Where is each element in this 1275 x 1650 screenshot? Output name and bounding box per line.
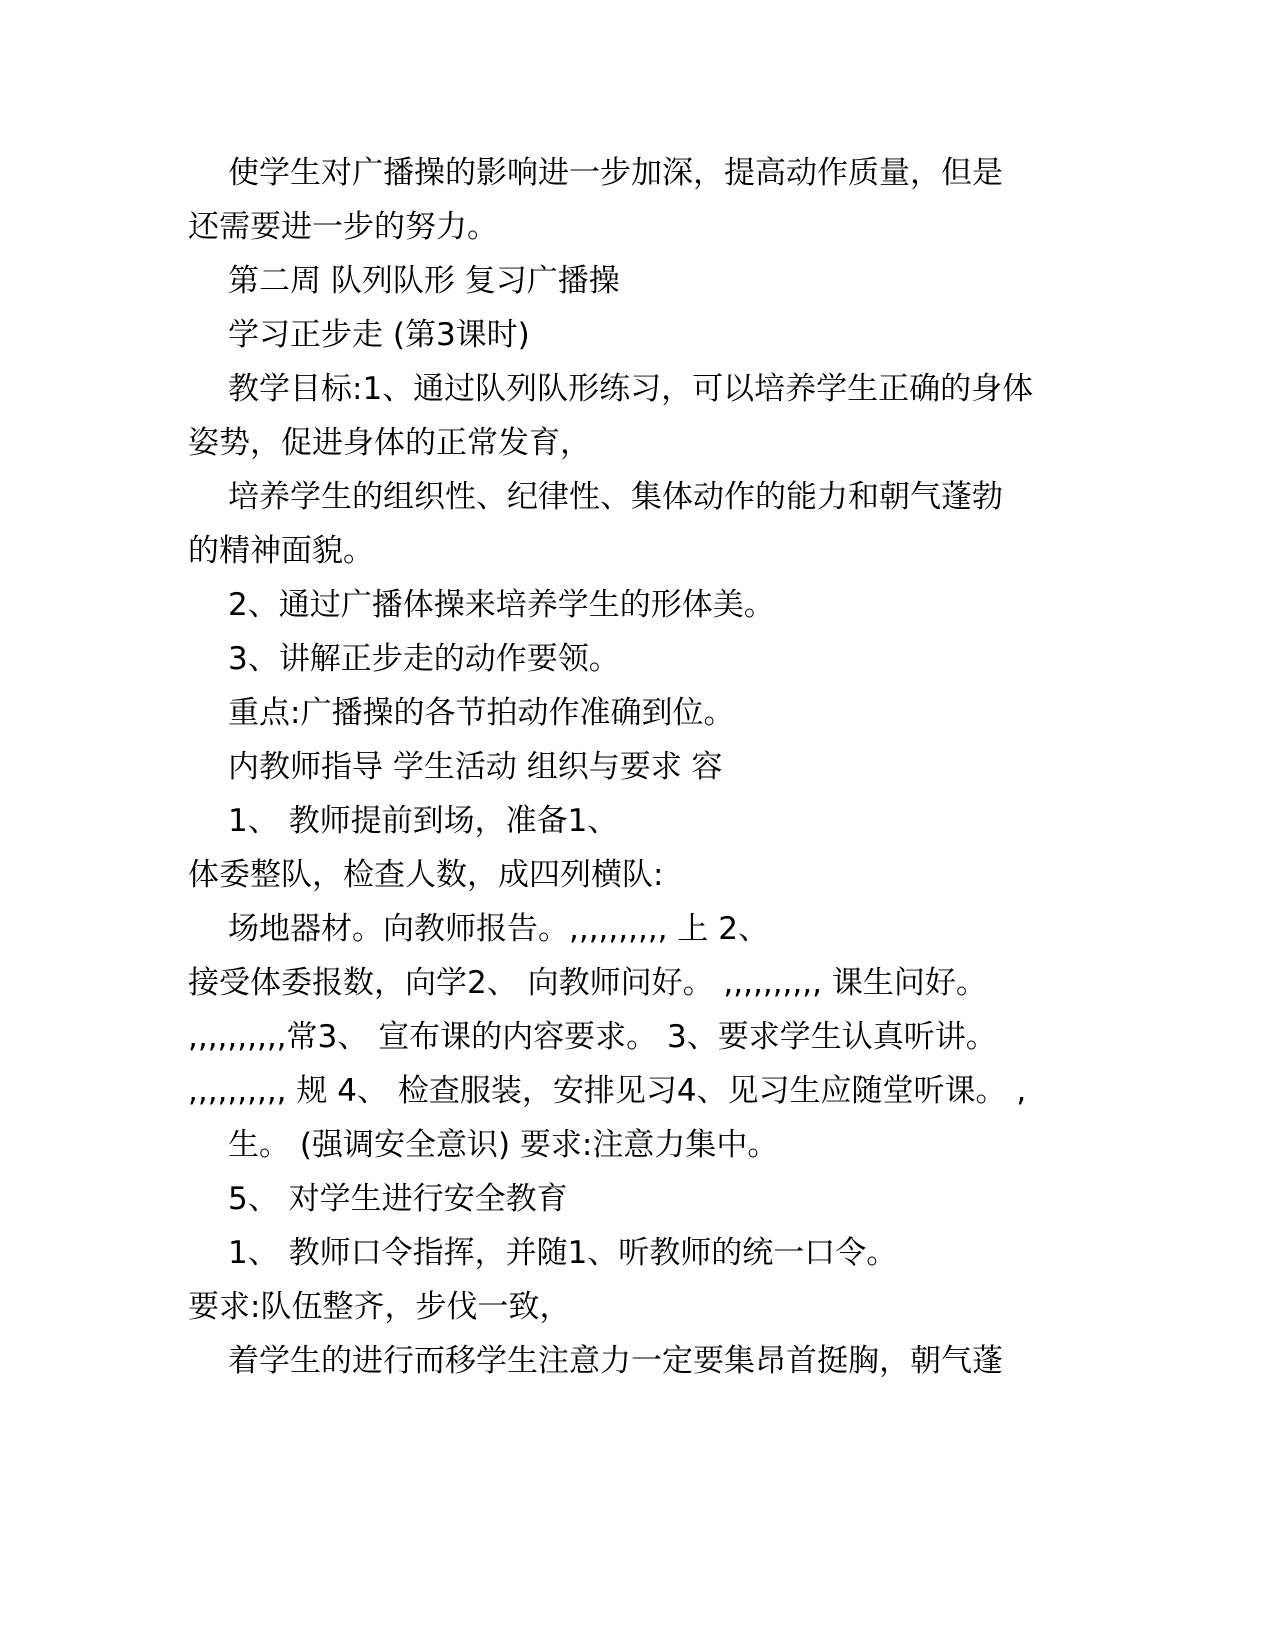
text-line: 内教师指导 学生活动 组织与要求 容 bbox=[228, 749, 723, 785]
text-line: 教学目标:1、通过队列队形练习，可以培养学生正确的身体 bbox=[228, 371, 1034, 407]
text-line: 3、讲解正步走的动作要领。 bbox=[228, 641, 620, 677]
text-line: 接受体委报数，向学2、 向教师问好。 ,,,,,,,,,, 课生问好。 bbox=[188, 965, 987, 1001]
text-line: 1、 教师提前到场，准备1、 bbox=[228, 803, 619, 839]
text-line: 第二周 队列队形 复习广播操 bbox=[228, 263, 620, 299]
text-line: 要求:队伍整齐，步伐一致， bbox=[188, 1289, 571, 1325]
text-line: 体委整队，检查人数，成四列横队: bbox=[188, 857, 664, 893]
text-line: 姿势，促进身体的正常发育， bbox=[188, 425, 591, 461]
text-line: 的精神面貌。 bbox=[188, 533, 374, 569]
text-line: 使学生对广播操的影响进一步加深，提高动作质量，但是 bbox=[228, 155, 1003, 191]
text-line: 生。 (强调安全意识) 要求:注意力集中。 bbox=[228, 1127, 779, 1163]
text-line: 学习正步走 (第3课时) bbox=[228, 317, 530, 353]
text-line: 场地器材。向教师报告。,,,,,,,,,, 上 2、 bbox=[228, 911, 769, 947]
text-line: 5、 对学生进行安全教育 bbox=[228, 1181, 568, 1217]
text-line: 重点:广播操的各节拍动作准确到位。 bbox=[228, 695, 735, 731]
text-line: ,,,,,,,,,, 规 4、 检查服装，安排见习4、见习生应随堂听课。 , bbox=[188, 1073, 1027, 1109]
text-line: ,,,,,,,,,,常3、 宣布课的内容要求。 3、要求学生认真听讲。 bbox=[188, 1019, 997, 1055]
text-line: 2、通过广播体操来培养学生的形体美。 bbox=[228, 587, 775, 623]
text-line: 着学生的进行而移学生注意力一定要集昂首挺胸，朝气蓬 bbox=[228, 1343, 1003, 1379]
text-line: 培养学生的组织性、纪律性、集体动作的能力和朝气蓬勃 bbox=[228, 479, 1003, 515]
text-line: 还需要进一步的努力。 bbox=[188, 209, 498, 245]
text-line: 1、 教师口令指挥，并随1、听教师的统一口令。 bbox=[228, 1235, 898, 1271]
